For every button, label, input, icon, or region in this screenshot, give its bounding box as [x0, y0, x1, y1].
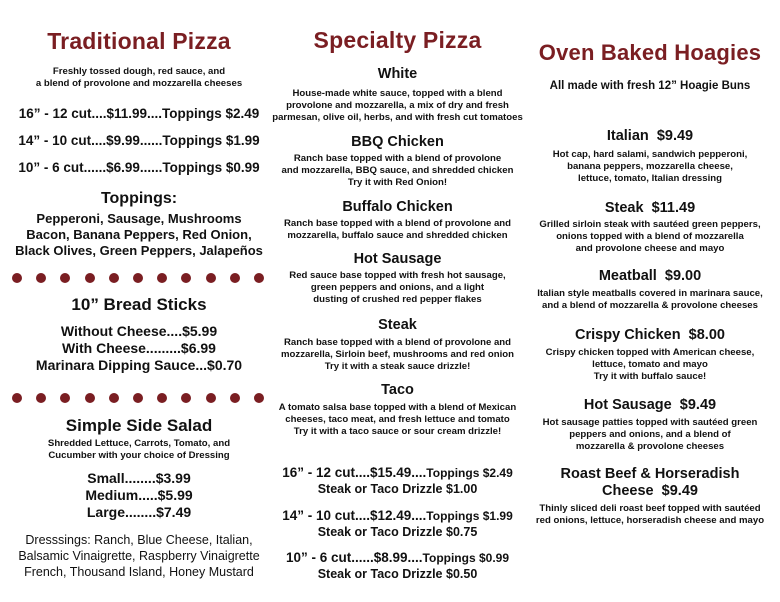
divider-dot — [12, 273, 22, 283]
subtitle-line: a blend of provolone and mozzarella cheeses — [35, 78, 243, 89]
desc-line: Hot sausage patties topped with sautéed green — [542, 417, 758, 428]
breadsticks-line: Marinara Dipping Sauce...$0.70 — [35, 357, 243, 373]
hoagie-hot-sausage-desc — [525, 417, 775, 453]
desc-line: Try it with a taco sauce or sour cream drizzle! — [293, 426, 502, 437]
hoagie-name: Cheese — [602, 483, 654, 499]
hoagie-price: $9.49 — [679, 397, 717, 413]
toppings-title: Toppings: — [100, 190, 178, 207]
desc-line: peppers and onions, and a blend of — [569, 429, 731, 440]
divider-dot — [230, 393, 240, 403]
hoagie-price: $11.49 — [651, 200, 696, 216]
divider-dot — [85, 273, 95, 283]
hoagies-title: Oven Baked Hoagies — [538, 40, 762, 65]
traditional-size-14: 14” - 10 cut....$9.99......Toppings $1.99 — [18, 133, 260, 148]
divider-dot — [109, 273, 119, 283]
specialty-drizzle-price: Steak or Taco Drizzle $1.00 — [317, 482, 478, 496]
subtitle-line: Freshly tossed dough, red sauce, and — [52, 66, 226, 77]
hoagie-meatball-desc — [525, 288, 775, 312]
traditional-size-10: 10” - 6 cut......$6.99......Toppings $0.99 — [18, 160, 260, 175]
desc-line: A tomato salsa base topped with a blend of Mexican — [278, 402, 517, 413]
desc-line: cheeses, taco meat, and fresh lettuce and tomato — [285, 414, 510, 425]
toppings-line: Black Olives, Green Peppers, Jalapeños — [15, 243, 263, 258]
hoagie-roast-beef-heading — [525, 466, 775, 500]
desc-line: Ranch base topped with a blend of provolone and — [283, 218, 512, 229]
desc-line: banana peppers, mozzarella cheese, — [567, 161, 733, 172]
divider-dot — [85, 393, 95, 403]
toppings-line: Pepperoni, Sausage, Mushrooms — [36, 211, 242, 226]
specialty-size-price: 10” - 6 cut......$8.99.... — [285, 550, 423, 565]
specialty-buffalo-desc — [270, 218, 525, 242]
desc-line: mozzarella, buffalo sauce and shredded chicken — [287, 230, 508, 241]
divider-dot — [181, 393, 191, 403]
divider-dot — [36, 273, 46, 283]
specialty-white-name: White — [377, 66, 418, 82]
hoagie-name: Hot Sausage — [583, 397, 672, 413]
dressings-line: Balsamic Vinaigrette, Raspberry Vinaigrette — [18, 549, 260, 563]
specialty-size-price: 16” - 12 cut....$15.49.... — [282, 465, 427, 480]
salad-desc-line: Shredded Lettuce, Carrots, Tomato, and — [47, 438, 231, 449]
specialty-drizzle-price: Steak or Taco Drizzle $0.75 — [317, 525, 478, 539]
divider-dot — [157, 273, 167, 283]
desc-line: Try it with a steak sauce drizzle! — [324, 361, 471, 372]
hoagie-crispy-chicken-heading — [525, 327, 775, 343]
desc-line: and provolone cheese and mayo — [575, 243, 725, 254]
divider-dot — [36, 393, 46, 403]
salad-description — [8, 438, 270, 462]
divider-dot — [133, 273, 143, 283]
specialty-steak-name: Steak — [378, 317, 417, 333]
specialty-buffalo-name: Buffalo Chicken — [342, 199, 453, 215]
desc-line: lettuce, tomato and mayo — [592, 359, 708, 370]
divider-dot — [206, 393, 216, 403]
desc-line: mozzarella, Sirloin beef, mushrooms and red onion — [281, 349, 514, 360]
desc-line: dusting of crushed red pepper flakes — [313, 294, 482, 305]
desc-line: Ranch base topped with a blend of provolone — [293, 153, 502, 164]
breadsticks-line: Without Cheese....$5.99 — [60, 323, 218, 339]
toppings-line: Bacon, Banana Peppers, Red Onion, — [26, 227, 252, 242]
dressings-list — [8, 532, 270, 580]
salad-size-line: Large........$7.49 — [86, 504, 192, 520]
specialty-white-desc — [270, 88, 525, 124]
divider-dot — [109, 393, 119, 403]
hoagie-meatball-heading — [525, 268, 775, 284]
toppings-list — [8, 211, 270, 259]
desc-line: Italian style meatballs covered in marinara sauce, — [537, 288, 763, 299]
desc-line: Crispy chicken topped with American cheese, — [545, 347, 755, 358]
hoagie-name: Italian — [606, 128, 649, 144]
specialty-steak-desc — [270, 337, 525, 373]
traditional-pizza-title: Traditional Pizza — [47, 28, 231, 54]
hoagie-hot-sausage-heading — [525, 397, 775, 413]
divider-dot — [254, 273, 264, 283]
desc-line: Red sauce base topped with fresh hot sausage, — [289, 270, 506, 281]
desc-line: Ranch base topped with a blend of provolone and — [283, 337, 512, 348]
divider-dot — [60, 273, 70, 283]
hoagies-subtitle: All made with fresh 12” Hoagie Buns — [549, 80, 751, 92]
specialty-price-16 — [270, 465, 525, 497]
specialty-toppings-price: Toppings $2.49 — [426, 466, 513, 480]
traditional-pizza-subtitle — [8, 66, 270, 90]
hoagie-steak-heading — [525, 200, 775, 216]
desc-line: House-made white sauce, topped with a blend — [292, 88, 503, 99]
divider-dot — [60, 393, 70, 403]
specialty-drizzle-price: Steak or Taco Drizzle $0.50 — [317, 567, 478, 581]
specialty-size-price: 14” - 10 cut....$12.49.... — [282, 508, 427, 523]
divider-dot — [157, 393, 167, 403]
divider-dot — [12, 393, 22, 403]
hoagie-roast-beef-desc — [525, 503, 775, 527]
specialty-price-10 — [270, 550, 525, 582]
specialty-hot-sausage-name: Hot Sausage — [353, 251, 442, 267]
desc-line: Try it with Red Onion! — [347, 177, 448, 188]
specialty-hot-sausage-desc — [270, 270, 525, 306]
specialty-toppings-price: Toppings $0.99 — [422, 551, 510, 565]
desc-line: red onions, lettuce, horseradish cheese and mayo — [535, 515, 765, 526]
traditional-size-16: 16” - 12 cut....$11.99....Toppings $2.49 — [18, 106, 260, 121]
desc-line: Hot cap, hard salami, sandwich pepperoni, — [552, 149, 748, 160]
specialty-bbq-name: BBQ Chicken — [351, 134, 444, 150]
dressings-line: Dresssings: Ranch, Blue Cheese, Italian, — [25, 533, 253, 547]
specialty-taco-desc — [270, 402, 525, 438]
dressings-line: French, Thousand Island, Honey Mustard — [24, 565, 254, 579]
desc-line: and mozzarella, BBQ sauce, and shredded chicken — [281, 165, 514, 176]
salad-size-line: Medium.....$5.99 — [85, 487, 193, 503]
hoagie-crispy-chicken-desc — [525, 347, 775, 383]
divider-dot — [230, 273, 240, 283]
desc-line: Try it with buffalo sauce! — [593, 371, 707, 382]
dot-divider — [12, 273, 264, 283]
salad-sizes — [8, 470, 270, 521]
desc-line: provolone and mozzarella, a mix of dry and fresh — [286, 100, 509, 111]
divider-dot — [181, 273, 191, 283]
desc-line: lettuce, tomato, Italian dressing — [578, 173, 722, 184]
hoagie-price: $9.00 — [664, 268, 702, 284]
specialty-bbq-desc — [270, 153, 525, 189]
desc-line: parmesan, olive oil, herbs, and with fresh cut tomatoes — [272, 112, 523, 123]
breadsticks-line: With Cheese.........$6.99 — [62, 340, 216, 356]
salad-desc-line: Cucumber with your choice of Dressing — [48, 450, 230, 461]
hoagie-name: Steak — [604, 200, 644, 216]
hoagie-price: $8.00 — [688, 327, 725, 343]
hoagie-name: Meatball — [598, 268, 657, 284]
specialty-taco-name: Taco — [381, 382, 414, 398]
hoagie-price: $9.49 — [656, 128, 694, 144]
specialty-toppings-price: Toppings $1.99 — [426, 509, 513, 523]
desc-line: and a blend of mozzarella & provolone cheeses — [542, 300, 758, 311]
desc-line: mozzarella & provolone cheeses — [575, 441, 725, 452]
hoagie-steak-desc — [525, 219, 775, 255]
specialty-pizza-title: Specialty Pizza — [313, 27, 482, 53]
divider-dot — [254, 393, 264, 403]
desc-line: Grilled sirloin steak with sautéed green peppers, — [539, 219, 761, 230]
desc-line: Thinly sliced deli roast beef topped with sautéed — [539, 503, 761, 514]
salad-size-line: Small........$3.99 — [87, 470, 191, 486]
hoagie-price: $9.49 — [661, 483, 698, 499]
hoagie-name: Crispy Chicken — [575, 327, 681, 343]
breadsticks-prices — [8, 323, 270, 374]
specialty-price-14 — [270, 508, 525, 540]
salad-title: Simple Side Salad — [65, 416, 213, 435]
desc-line: onions topped with a blend of mozzarella — [556, 231, 744, 242]
desc-line: green peppers and onions, and a light — [310, 282, 485, 293]
divider-dot — [206, 273, 216, 283]
hoagie-italian-heading — [525, 128, 775, 144]
divider-dot — [133, 393, 143, 403]
hoagie-name: Roast Beef & Horseradish — [560, 466, 740, 482]
dot-divider — [12, 393, 264, 403]
breadsticks-title: 10” Bread Sticks — [71, 295, 207, 314]
hoagie-italian-desc — [525, 149, 775, 185]
